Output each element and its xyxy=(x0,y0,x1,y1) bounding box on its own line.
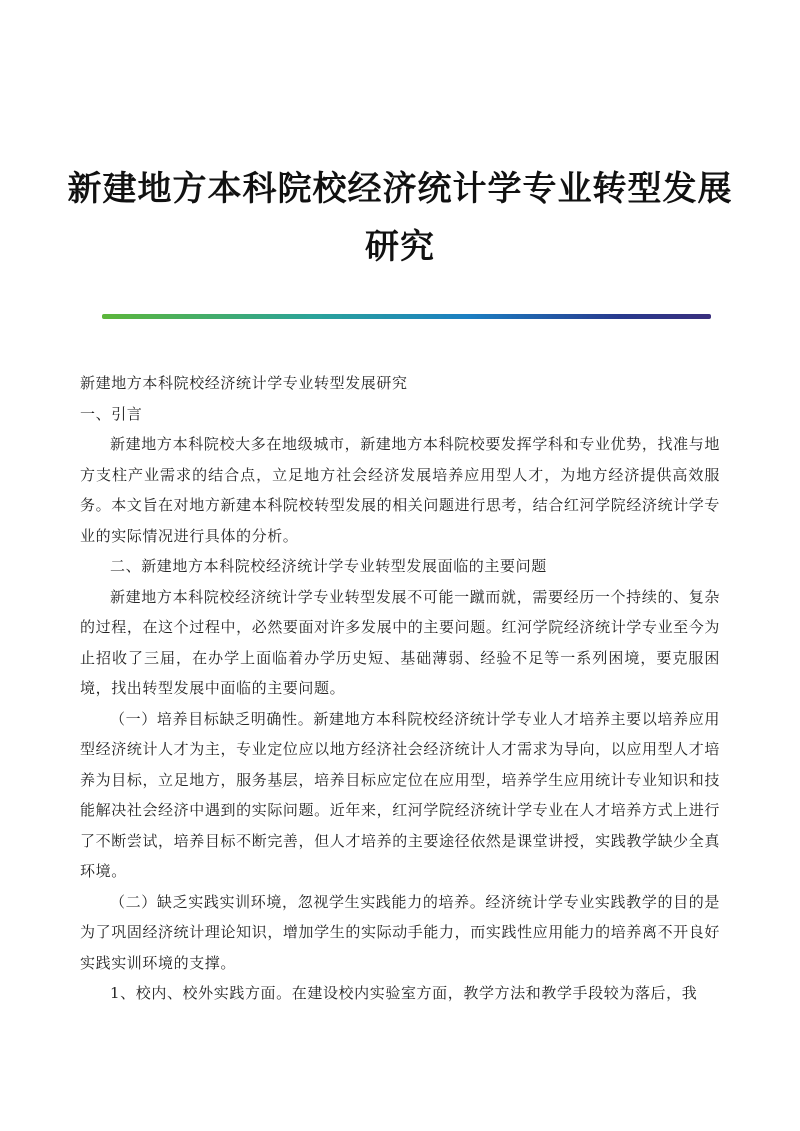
paragraph-campus-practice: 1、校内、校外实践方面。在建设校内实验室方面，教学方法和教学手段较为落后，我 xyxy=(110,984,698,1002)
document-body xyxy=(80,368,720,1009)
section-heading-problems: 二、新建地方本科院校经济统计学专业转型发展面临的主要问题 xyxy=(110,557,547,575)
body-heading: 新建地方本科院校经济统计学专业转型发展研究 xyxy=(80,374,408,392)
paragraph-practice-environment: （二）缺乏实践实训环境，忽视学生实践能力的培养。经济统计学专业实践教学的目的是为了巩固经济统计理论知识，增加学生的实际动手能力，而实践性应用能力的培养离不开良好实践实训环境的支撑。 xyxy=(80,892,720,972)
section-heading-intro: 一、引言 xyxy=(80,404,143,423)
paragraph-training-goals: （一）培养目标缺乏明确性。新建地方本科院校经济统计学专业人才培养主要以培养应用型经济统计人才为主，专业定位应以地方经济社会经济统计人才需求为导向，以应用型人才培养为目标，立足地方，服务基层，培养目标应定位在应用型，培养学生应用统计专业知识和技能解决社会经济中遇到的实际问题。近年来，红河学院经济统计学专业在人才培养方式上进行了不断尝试，培养目标不断完善，但人才培养的主要途径依然是课堂讲授，实践教学缺少全真环境。 xyxy=(80,709,720,880)
paragraph-intro: 新建地方本科院校大多在地级城市，新建地方本科院校要发挥学科和专业优势，找准与地方支柱产业需求的结合点，立足地方社会经济发展培养应用型人才，为地方经济提供高效服务。本文旨在对地方新建本科院校转型发展的相关问题进行思考，结合红河学院经济统计学专业的实际情况进行具体的分析。 xyxy=(80,435,720,545)
title-divider xyxy=(102,314,711,319)
document-title: 新建地方本科院校经济统计学专业转型发展研究 xyxy=(67,169,733,267)
paragraph-problems: 新建地方本科院校经济统计学专业转型发展不可能一蹴而就，需要经历一个持续的、复杂的过程，在这个过程中，必然要面对许多发展中的主要问题。红河学院经济统计学专业至今为止招收了三届，在办学上面临着办学历史短、基础薄弱、经验不足等一系列困境，要克服困境，找出转型发展中面临的主要问题。 xyxy=(80,587,720,697)
